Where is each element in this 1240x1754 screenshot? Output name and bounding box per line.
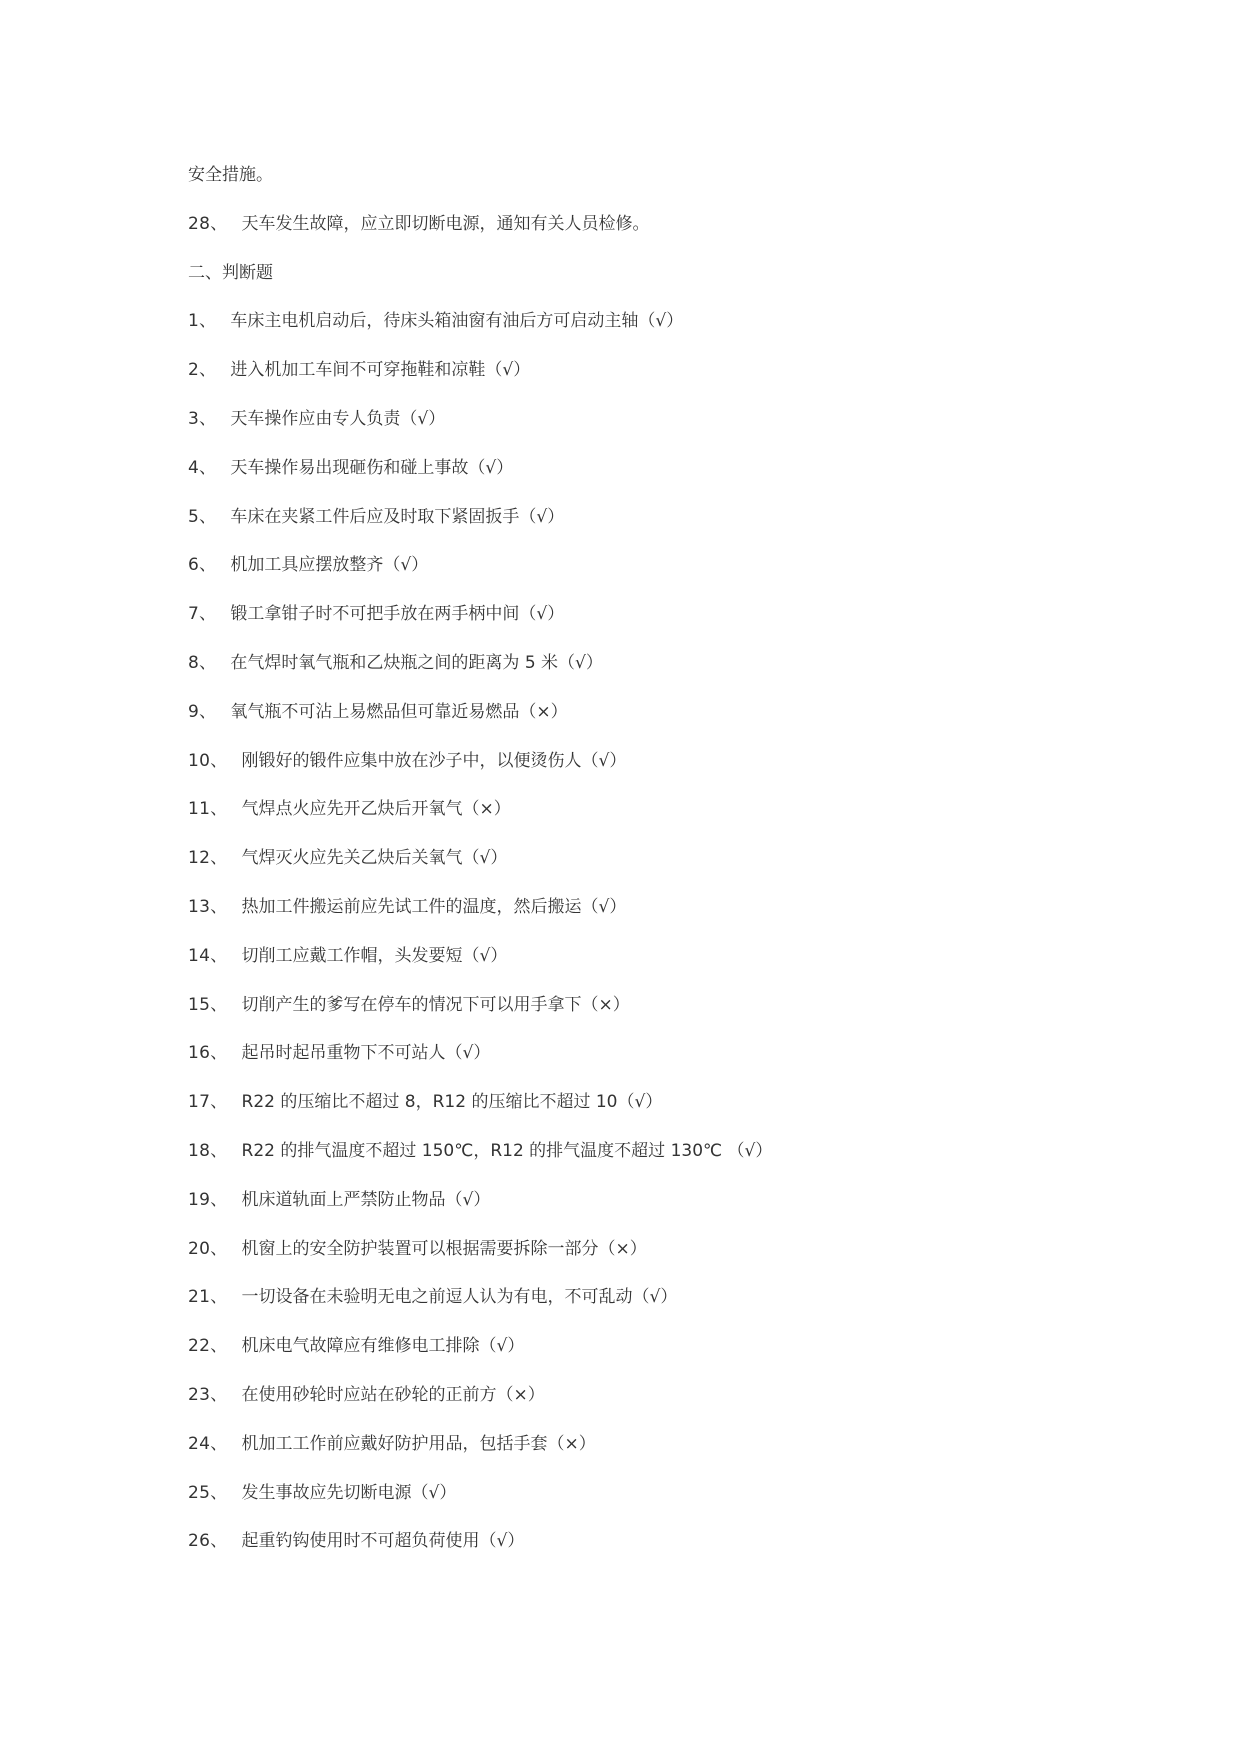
item-number: 25、: [188, 1482, 228, 1503]
item-number: 26、: [188, 1531, 228, 1552]
item-text: 锻工拿钳子时不可把手放在两手柄中间（√）: [230, 604, 565, 625]
item-text: 起重钓钩使用时不可超负荷使用（√）: [241, 1531, 525, 1552]
item-number: 16、: [188, 1043, 228, 1064]
list-item: [188, 1041, 1148, 1090]
item-number: 6、: [188, 555, 217, 576]
list-item: [188, 797, 1148, 846]
list-item: [188, 700, 1148, 749]
item-number: 14、: [188, 945, 228, 966]
item-text: 在气焊时氧气瓶和乙炔瓶之间的距离为 5 米（√）: [230, 652, 603, 673]
list-item: [188, 749, 1148, 798]
item-number: 8、: [188, 652, 217, 673]
item-text: 机加工工作前应戴好防护用品，包括手套（×）: [241, 1433, 596, 1454]
item-text: 车床在夹紧工件后应及时取下紧固扳手（√）: [230, 506, 565, 527]
item-number: 10、: [188, 750, 228, 771]
list-item: [188, 1237, 1148, 1286]
item-number: 17、: [188, 1092, 228, 1113]
item-text: 热加工件搬运前应先试工件的温度，然后搬运（√）: [241, 896, 627, 917]
item-text: 车床主电机启动后，待床头箱油窗有油后方可启动主轴（√）: [230, 311, 684, 332]
item-number: 4、: [188, 457, 217, 478]
item-number: 13、: [188, 896, 228, 917]
item-number: 19、: [188, 1189, 228, 1210]
intro-line: [188, 163, 1148, 212]
item-number: 3、: [188, 408, 217, 429]
item-text: 机加工具应摆放整齐（√）: [230, 555, 429, 576]
item-number: 5、: [188, 506, 217, 527]
item-text: 氧气瓶不可沾上易燃品但可靠近易燃品（×）: [230, 701, 568, 722]
list-item: [188, 602, 1148, 651]
list-item: [188, 944, 1148, 993]
item-text: 天车操作易出现砸伤和碰上事故（√）: [230, 457, 514, 478]
item-text: R22 的排气温度不超过 150℃，R12 的排气温度不超过 130℃ （√）: [241, 1140, 773, 1161]
section-heading: [188, 261, 1148, 310]
item-number: 11、: [188, 799, 228, 820]
list-item: [188, 1529, 1148, 1578]
item-number: 21、: [188, 1287, 228, 1308]
item-number: 15、: [188, 994, 228, 1015]
list-item: [188, 407, 1148, 456]
list-item: [188, 1334, 1148, 1383]
list-item: [188, 1432, 1148, 1481]
item-text: 气焊灭火应先关乙炔后关氧气（√）: [241, 848, 508, 869]
list-item: [188, 1285, 1148, 1334]
list-item: [188, 553, 1148, 602]
list-item: [188, 358, 1148, 407]
item-text: 切削工应戴工作帽，头发要短（√）: [241, 945, 508, 966]
item-text: 机窗上的安全防护装置可以根据需要拆除一部分（×）: [241, 1238, 647, 1259]
document-body: [188, 163, 1148, 1578]
item-text: 切削产生的爹写在停车的情况下可以用手拿下（×）: [241, 994, 630, 1015]
list-item: [188, 1139, 1148, 1188]
item-text: 机床道轨面上严禁防止物品（√）: [241, 1189, 491, 1210]
intro-text: 安全措施。: [188, 165, 273, 185]
list-item: [188, 846, 1148, 895]
item-text: 刚锻好的锻件应集中放在沙子中，以便烫伤人（√）: [241, 750, 627, 771]
item-text: 在使用砂轮时应站在砂轮的正前方（×）: [241, 1384, 545, 1405]
item-number: 18、: [188, 1140, 228, 1161]
item-number: 24、: [188, 1433, 228, 1454]
item-number: 20、: [188, 1238, 228, 1259]
item-number: 1、: [188, 311, 217, 332]
list-item: [188, 1481, 1148, 1530]
item-text: 发生事故应先切断电源（√）: [241, 1482, 457, 1503]
item-text: 进入机加工车间不可穿拖鞋和凉鞋（√）: [230, 360, 531, 381]
item-text: 气焊点火应先开乙炔后开氧气（×）: [241, 799, 511, 820]
item-number: 9、: [188, 701, 217, 722]
list-item: [188, 651, 1148, 700]
list-item: [188, 1383, 1148, 1432]
item-number: 23、: [188, 1384, 228, 1405]
item-text: 起吊时起吊重物下不可站人（√）: [241, 1043, 491, 1064]
item-text: 机床电气故障应有维修电工排除（√）: [241, 1336, 525, 1357]
list-item: [188, 212, 1148, 261]
item-number: 2、: [188, 360, 217, 381]
list-item: [188, 1188, 1148, 1237]
item-number: 7、: [188, 604, 217, 625]
list-item: [188, 1090, 1148, 1139]
list-item: [188, 895, 1148, 944]
item-text: R22 的压缩比不超过 8，R12 的压缩比不超过 10（√）: [241, 1092, 663, 1113]
item-text: 天车操作应由专人负责（√）: [230, 408, 446, 429]
item-text: 天车发生故障，应立即切断电源，通知有关人员检修。: [241, 213, 650, 234]
list-item: [188, 505, 1148, 554]
list-item: [188, 993, 1148, 1042]
judgement-list: [188, 309, 1148, 1578]
item-text: 一切设备在未验明无电之前逗人认为有电，不可乱动（√）: [241, 1287, 678, 1308]
list-item: [188, 456, 1148, 505]
list-item: [188, 309, 1148, 358]
item-number: 28、: [188, 213, 228, 234]
item-number: 12、: [188, 848, 228, 869]
item-number: 22、: [188, 1336, 228, 1357]
section-heading-text: 二、判断题: [188, 262, 273, 283]
